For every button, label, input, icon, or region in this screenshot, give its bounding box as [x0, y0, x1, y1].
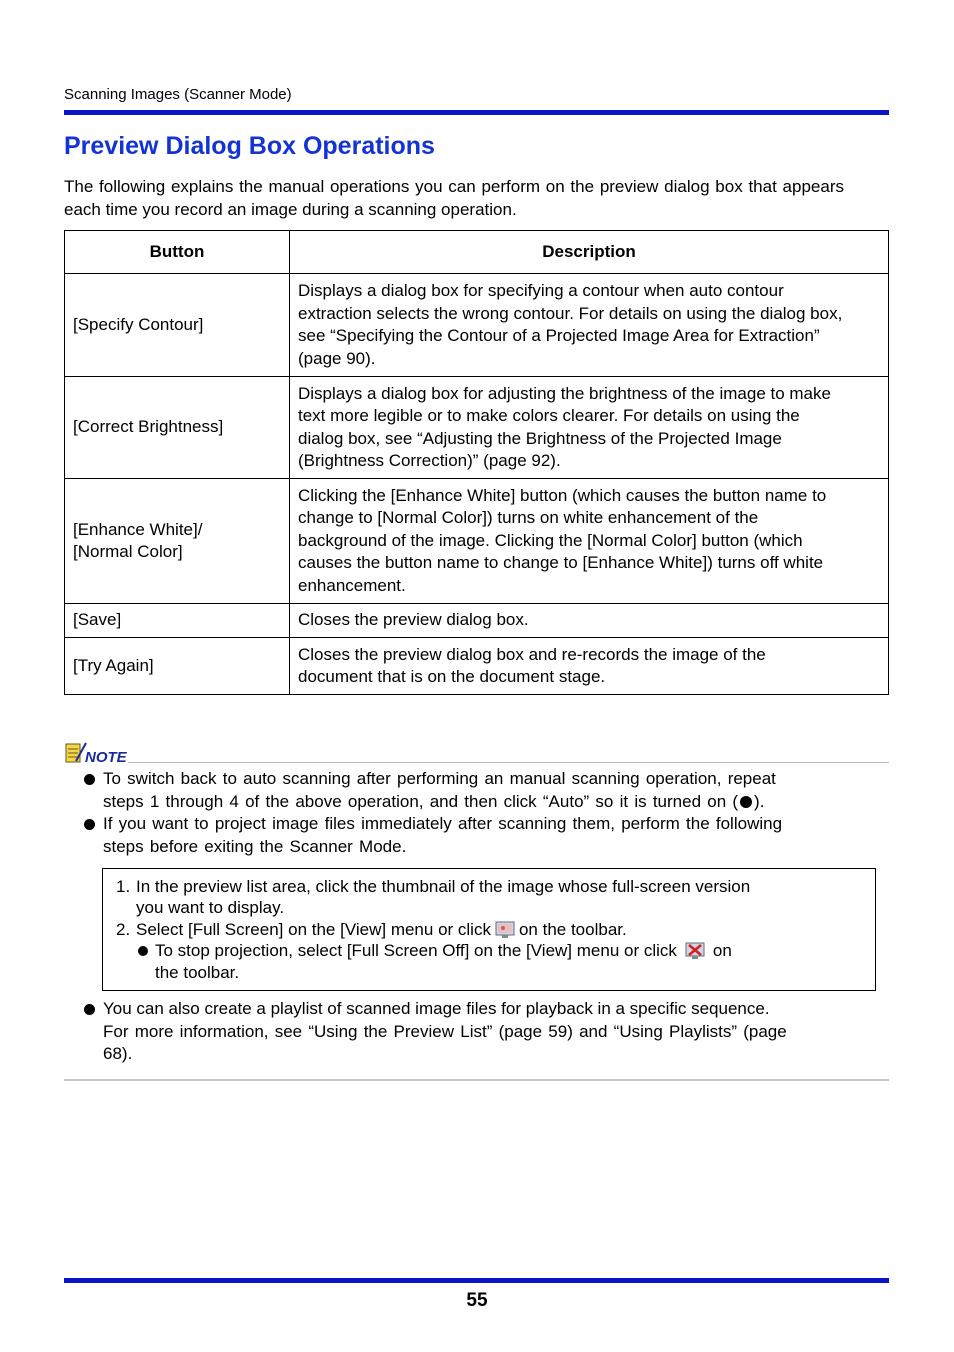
- header-rule: [64, 110, 889, 115]
- description-cell: Clicking the [Enhance White] button (which causes the button name to change to [Normal Color]) turns on white enhancement of the background of the image. Clicking the [Normal Color] button (which causes the button name to change to [Enhance White]) turns off white enhancement.: [290, 479, 889, 604]
- button-cell: [Correct Brightness]: [65, 377, 290, 479]
- button-label: [Enhance White]/ [Normal Color]: [73, 519, 203, 561]
- bullet-dot: [84, 1004, 95, 1015]
- step-text-part: on the toolbar.: [518, 920, 627, 939]
- bullet-text: You can also create a playlist of scanned image files for playback in a specific sequence.: [103, 999, 770, 1018]
- full-screen-off-icon: [685, 942, 705, 960]
- column-header-button: Button: [65, 231, 290, 274]
- operations-table: [64, 230, 889, 695]
- description-cell: Closes the preview dialog box and re-records the image of the document that is on the document stage.: [290, 638, 889, 695]
- bullet-text: 68).: [103, 1044, 133, 1063]
- bullet-text: For more information, see “Using the Preview List” (page 59) and “Using Playlists” (page: [103, 1021, 787, 1041]
- bullet-text-part: steps 1 through 4 of the above operation, and then click “Auto” so it is turned on (: [103, 791, 739, 811]
- bullet-dot: [138, 946, 148, 956]
- steps-box: [102, 868, 876, 991]
- table-header-row: [65, 231, 889, 274]
- footer-rule: [64, 1278, 889, 1283]
- table-row: [65, 638, 889, 695]
- running-header: Scanning Images (Scanner Mode): [64, 86, 292, 103]
- step-text-part: To stop projection, select [Full Screen Off] on the [View] menu or click: [155, 941, 677, 960]
- description-cell: Displays a dialog box for specifying a contour when auto contour extraction selects the wrong contour. For details on using the dialog box, see “Specifying the Contour of a Projected Image Area for Extraction” (page 90).: [290, 274, 889, 377]
- on-indicator-icon: [740, 796, 752, 808]
- description-cell: Closes the preview dialog box.: [290, 604, 889, 638]
- bullet-dot: [84, 819, 95, 830]
- table-row: [65, 274, 889, 377]
- intro-paragraph: The following explains the manual operations you can perform on the preview dialog box that appears each time you record an image during a scanning operation.: [64, 177, 844, 219]
- step-number: 2.: [116, 920, 131, 939]
- bullet-text: To switch back to auto scanning after performing an manual scanning operation, repeat: [103, 769, 776, 788]
- full-screen-icon: [495, 921, 515, 939]
- table-row: [65, 377, 889, 479]
- step-text-part: Select [Full Screen] on the [View] menu or click: [136, 920, 491, 939]
- button-cell: [Save]: [65, 604, 290, 638]
- note-icon: [64, 741, 127, 766]
- page-title: Preview Dialog Box Operations: [64, 132, 435, 160]
- step-number: 1.: [116, 877, 131, 896]
- step-text-part: on: [712, 941, 732, 960]
- bullet-text-part: ).: [754, 791, 765, 811]
- note-end-rule: [64, 1079, 889, 1081]
- sub-step-text: the toolbar.: [155, 963, 240, 982]
- bullet-text: If you want to project image files immediately after scanning them, perform the following: [103, 814, 783, 833]
- column-header-description: Description: [290, 231, 889, 274]
- bullet-dot: [84, 774, 95, 785]
- note-rule: [128, 762, 889, 763]
- step-text: you want to display.: [136, 898, 285, 917]
- page-number: 55: [466, 1290, 488, 1311]
- sub-step-text: [155, 940, 732, 962]
- note-label: NOTE: [85, 749, 127, 766]
- table-row: [65, 479, 889, 604]
- button-cell: [Try Again]: [65, 638, 290, 695]
- step-text: In the preview list area, click the thumbnail of the image whose full-screen version: [136, 877, 751, 896]
- button-cell: [65, 479, 290, 604]
- button-cell: [Specify Contour]: [65, 274, 290, 377]
- bullet-text: steps before exiting the Scanner Mode.: [103, 836, 407, 856]
- step-text: [136, 919, 627, 941]
- description-cell: Displays a dialog box for adjusting the brightness of the image to make text more legible or to make colors clearer. For details on using the dialog box, see “Adjusting the Brightness of the Projected Image (Brightness Correction)” (page 92).: [290, 377, 889, 479]
- table-row: [65, 604, 889, 638]
- bullet-text: [103, 791, 776, 814]
